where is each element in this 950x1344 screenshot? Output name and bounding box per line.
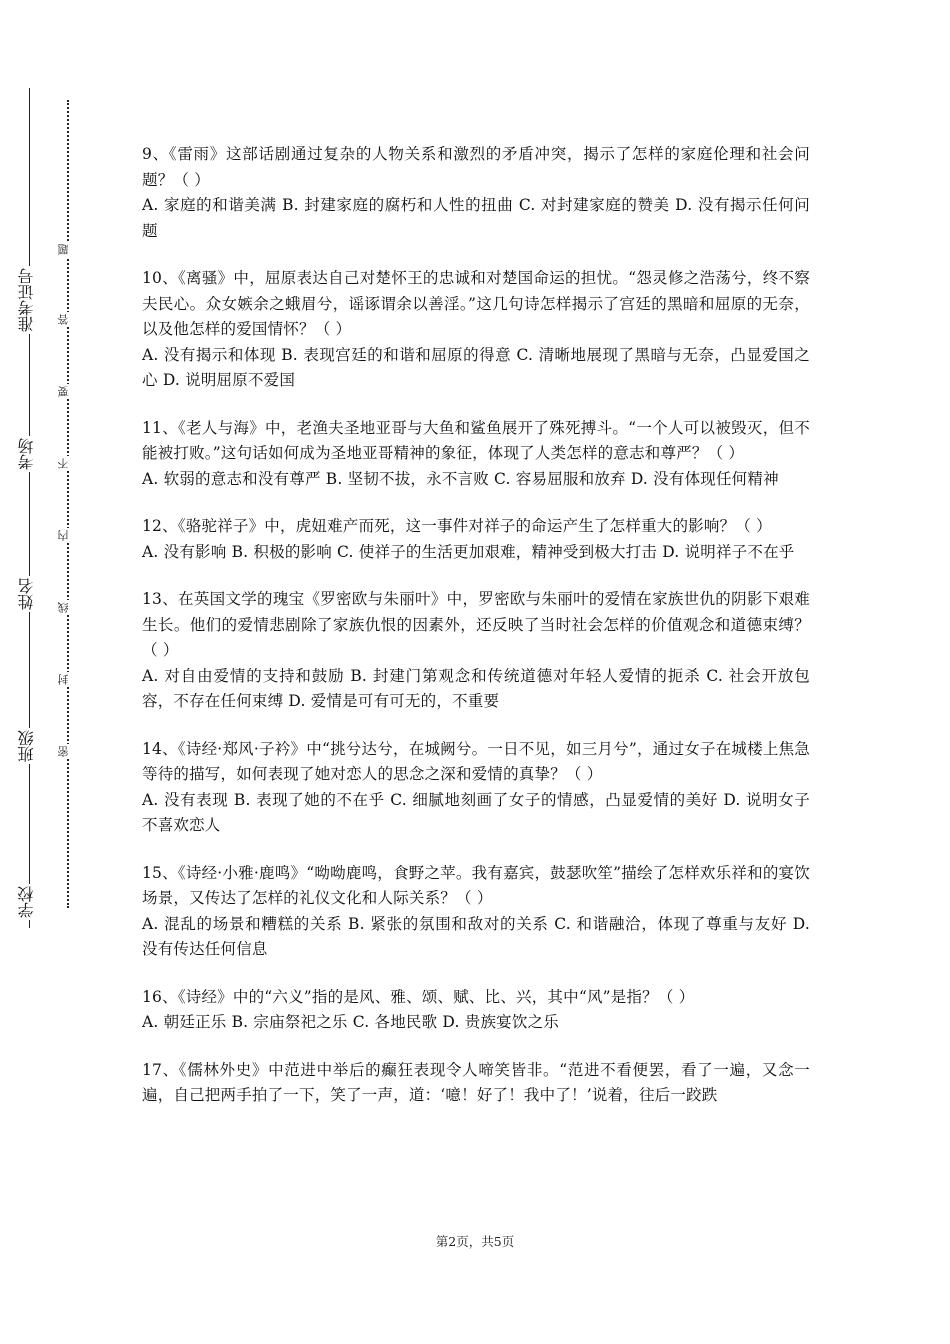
question-options: A. 没有影响 B. 积极的影响 C. 使祥子的生活更加艰难，精神受到极大打击 D. 说明祥子不在乎 [142, 542, 795, 561]
name-label: 姓名 [18, 576, 44, 612]
question-stem: 13、在英国文学的瑰宝《罗密欧与朱丽叶》中，罗密欧与朱丽叶的爱情在家族世仇的阴影下艰难生长。他们的爱情悲剧除了家族仇恨的因素外，还反映了当时社会怎样的价值观念和道德束缚？（ ） [142, 590, 810, 659]
question-stem: 15、《诗经·小雅·鹿鸣》“呦呦鹿鸣，食野之苹。我有嘉宾，鼓瑟吹笙”描绘了怎样欢乐祥和的宴饮场景，又传达了怎样的礼仪文化和人际关系？（ ） [142, 863, 810, 907]
page-number: 第2页，共5页 [435, 1234, 515, 1249]
question-options: A. 没有表现 B. 表现了她的不在乎 C. 细腻地刻画了女子的情感，凸显爱情的美好 D. 说明女子不喜欢恋人 [142, 790, 810, 834]
question-stem: 11、《老人与海》中，老渔夫圣地亚哥与大鱼和鲨鱼展开了殊死搏斗。“一个人可以被毁灭，但不能被打败。”这句话如何成为圣地亚哥精神的象征，体现了人类怎样的意志和尊严？（ ） [142, 418, 810, 462]
question-12 [142, 514, 810, 565]
question-11 [142, 416, 810, 493]
question-stem: 16、《诗经》中的“六义”指的是风、雅、颂、赋、比、兴，其中“风”是指？（ ） [142, 987, 695, 1006]
seal-char: 密 [58, 744, 78, 759]
question-options: A. 朝廷正乐 B. 宗庙祭祀之乐 C. 各地民歌 D. 贵族宴饮之乐 [142, 1013, 559, 1031]
school-label: 学校 [18, 884, 44, 920]
seal-char: 题 [58, 242, 78, 257]
question-options: A. 对自由爱情的支持和鼓励 B. 封建门第观念和传统道德对年轻人爱情的扼杀 C. 社会开放包容，不存在任何束缚 D. 爱情是可有可无的，不重要 [142, 666, 810, 710]
question-options: A. 没有揭示和体现 B. 表现宫廷的和谐和屈原的得意 C. 清晰地展现了黑暗与无奈，凸显爱国之心 D. 说明屈原不爱国 [142, 345, 810, 389]
question-stem: 10、《离骚》中，屈原表达自己对楚怀王的忠诚和对楚国命运的担忧。“怨灵修之浩荡兮，终不察夫民心。众女嫉余之蛾眉兮，谣诼谓余以善淫。”这几句诗怎样揭示了宫廷的黑暗和屈原的无奈，以及他怎样的爱国情怀？（ ） [142, 269, 810, 338]
question-options: A. 软弱的意志和没有尊严 B. 坚韧不拔，永不言败 C. 容易屈服和放弃 D. 没有体现任何精神 [142, 469, 779, 488]
question-stem: 17、《儒林外史》中范进中举后的癫狂表现令人啼笑皆非。“范进不看便罢，看了一遍，又念一遍，自己把两手拍了一下，笑了一声，道：‘噫！好了！我中了！’说着，往后一跤跌 [142, 1060, 810, 1104]
seal-char: 要 [58, 384, 78, 399]
question-16 [142, 985, 810, 1036]
student-info-strip [16, 88, 44, 928]
question-15 [142, 861, 810, 963]
seal-char: 线 [58, 600, 78, 615]
question-stem: 14、《诗经·郑风·子衿》中“挑兮达兮，在城阙兮。一日不见，如三月兮”，通过女子在城楼上焦急等待的描写，如何表现了她对恋人的思念之深和爱情的真挚？（ ） [142, 739, 810, 783]
question-list [142, 142, 810, 1131]
exam-number-label: 准考证号 [18, 266, 44, 334]
question-14 [142, 737, 810, 839]
class-label: 班级 [18, 728, 44, 764]
question-options: A. 家庭的和谐美满 B. 封建家庭的腐朽和人性的扭曲 C. 对封建家庭的赞美 D. 没有揭示任何问题 [142, 196, 810, 240]
seal-char: 答 [58, 312, 78, 327]
seal-char: 内 [58, 528, 78, 543]
info-rule-line [29, 88, 30, 928]
seal-line [58, 100, 78, 908]
question-13 [142, 587, 810, 715]
question-stem: 12、《骆驼祥子》中，虎妞难产而死，这一事件对祥子的命运产生了怎样重大的影响？（ ） [142, 517, 772, 535]
question-stem: 9、《雷雨》这部话剧通过复杂的人物关系和激烈的矛盾冲突，揭示了怎样的家庭伦理和社会问题？（ ） [142, 145, 810, 189]
question-10 [142, 266, 810, 394]
exam-room-label: 考场 [18, 436, 44, 472]
question-9 [142, 142, 810, 244]
seal-dotted-rule [67, 100, 69, 908]
question-options: A. 混乱的场景和糟糕的关系 B. 紧张的氛围和敌对的关系 C. 和谐融洽，体现了尊重与友好 D. 没有传达任何信息 [142, 914, 810, 958]
seal-char: 不 [58, 456, 78, 471]
seal-char: 封 [58, 672, 78, 687]
question-17 [142, 1058, 810, 1109]
